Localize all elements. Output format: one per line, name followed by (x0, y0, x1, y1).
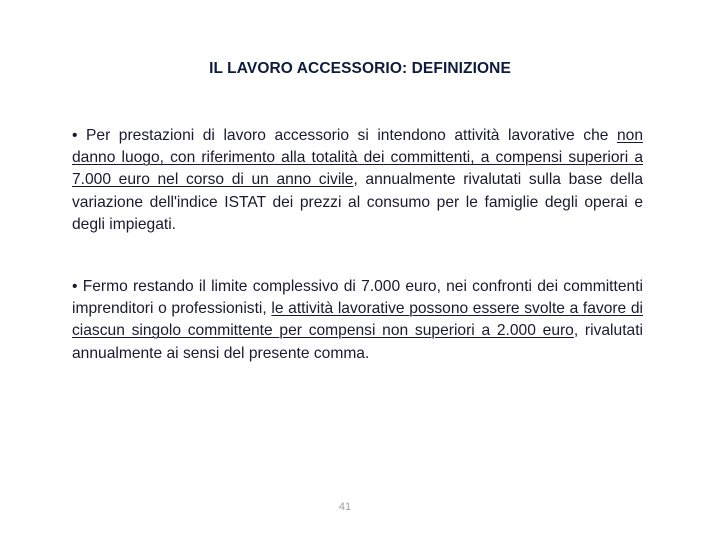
paragraph-text: • Fermo restando il limite complessivo di 7.000 euro, nei confronti dei committenti imprenditori o professionisti, (72, 278, 643, 318)
paragraph-limit (72, 276, 643, 365)
paragraph-text: , annualmente rivalutati sulla base della variazione dell'indice ISTAT dei prezzi al consumo per le famiglie degli operai e degli impiegati. (72, 171, 643, 233)
slide-title: IL LAVORO ACCESSORIO: DEFINIZIONE (209, 60, 511, 77)
paragraph-text: , rivalutati annualmente ai sensi del presente comma. (72, 322, 643, 362)
paragraph-definition (72, 125, 643, 236)
underlined-text: le attività lavorative possono essere svolte a favore di ciascun singolo committente per compensi non superiori a 2.000 euro (72, 300, 643, 340)
paragraph-text: • Per prestazioni di lavoro accessorio si intendono attività lavorative che (72, 127, 617, 144)
underlined-text: non danno luogo, con riferimento alla totalità dei committenti, a compensi superiori a 7.000 euro nel corso di un anno civile (72, 127, 643, 189)
page-number: 41 (338, 501, 352, 513)
